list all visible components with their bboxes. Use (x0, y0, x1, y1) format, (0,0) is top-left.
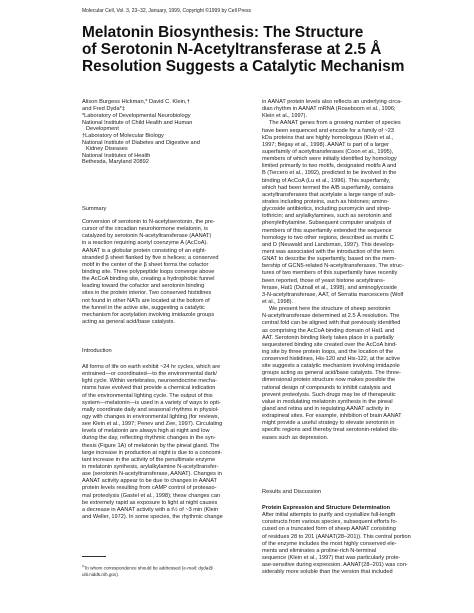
text-line: conserved histidines, His-120 and His-122, at the active (262, 356, 401, 363)
summary-heading: Summary (82, 206, 107, 212)
text-line: ase-sensitive during expression. AANAT(28–201) was con- (262, 562, 408, 569)
text-line: see Klein et al., 1997; Penev and Zee, 1997). Circulating (82, 421, 223, 428)
text-line: in AANAT protein levels also reflects an underlying circa- (262, 99, 403, 105)
correspondence-footnote (82, 563, 252, 578)
text-line: during the day, reflecting rhythmic changes in the syn- (82, 435, 216, 442)
text-line: motif in the center of the β sheet forms the cofactor (82, 261, 209, 268)
text-line: leading toward the cofactor and serotonin binding (82, 283, 205, 290)
text-line: AANAT is a globular protein consisting of an eight- (82, 247, 207, 254)
text-line: members of which were initially identified by homology (262, 156, 397, 163)
text-line: as comprising the AcCoA binding domain of Hat1 and (262, 327, 395, 334)
text-line: AANAT activity appear to be due to changes in AANAT (82, 478, 217, 485)
text-line: dimensional protein structure now makes possible the (262, 377, 396, 384)
text-line: B (Tercero et al., 1992), predicted to be involved in the (262, 170, 397, 177)
text-line: 3-N-acetyltransferase, AAT, of Serratia marcescens (Wolf (262, 291, 404, 298)
footnote-line (82, 563, 252, 572)
text-line: members of this superfamily extended the sequence (262, 227, 392, 234)
introduction-paragraph (82, 364, 252, 521)
results-heading: Results and Discussion (262, 489, 322, 495)
text-line: ase (serotonin N-acetyltransferase, AANAT). Changes in (82, 471, 222, 478)
text-line: acetyltransferases that acetylate a large range of sub- (262, 191, 396, 198)
text-line: of the environmental lighting cycle. The output of this (82, 392, 213, 399)
left-column (82, 99, 252, 166)
text-line: glycoside antibiotics, including puromycin and strep- (262, 206, 392, 213)
text-line: site suggests a catalytic mechanism involving imidazole (262, 363, 400, 370)
text-line: sequestered binding site created over the AcCoA bind- (262, 341, 397, 348)
text-line: in a reaction requiring acetyl coenzyme A (AcCoA). (82, 240, 208, 247)
text-line: cused on a truncated form of sheep AANAT consisting (262, 526, 396, 533)
text-line: acting as general acid/base catalysts. (82, 318, 175, 325)
text-line: the funnel in the active site, suggesting a catalytic (82, 304, 205, 311)
text-line: ment was associated with the introduction of the term (262, 248, 394, 255)
summary-paragraph (82, 219, 252, 326)
text-line: constructs from various species, subsequent efforts fo- (262, 519, 398, 526)
text-line: system—melatonin—is used in a variety of ways to opti- (82, 399, 221, 406)
text-line: in melatonin synthesis, arylalkylamine N-acetyltransfer- (82, 463, 219, 470)
affiliation-line: National Institute of Child Health and Human (82, 119, 193, 126)
text-line: Klein et al., 1997). (262, 113, 308, 120)
text-line: dian rhythm in AANAT mRNA (Roseboom et al., 1996; (262, 106, 396, 113)
text-line: binding site. Three polypeptide loops converge above (82, 268, 215, 275)
text-line: been reported, those of yeast histone acetyltrans- (262, 277, 385, 284)
affiliation-line: National Institutes of Health (82, 152, 151, 159)
text-line: of residues 28 to 201 (AANAT(28–201)). This central portion (262, 533, 411, 540)
introduction-body (82, 364, 252, 521)
text-line: catalyzed by serotonin N-acetyltransferase (AANAT) (82, 233, 212, 240)
introduction-section (82, 348, 252, 354)
text-line: 1997; Bégay et al., 1998). AANAT is part of a larger (262, 141, 389, 148)
text-line: Conversion of serotonin to N-acetylserotonin, the pre- (82, 219, 215, 225)
title-line: Melatonin Biosynthesis: The Structure (82, 24, 364, 41)
text-line: ing site by three protein loops, and the location of the (262, 348, 394, 355)
text-line: superfamily of acetyltransferases (Coon et al., 1995), (262, 148, 394, 155)
text-line: mally coordinate daily and seasonal rhythms in physiol- (82, 406, 219, 413)
text-line: rational design of compounds to inhibit catalysis and (262, 384, 392, 391)
results-section (262, 489, 432, 495)
text-line: ferase, Hat1 (Dutnall et al., 1998), and aminoglycoside (262, 284, 397, 291)
affiliation-line: †Laboratory of Molecular Biology (82, 132, 164, 139)
text-line: might provide a useful strategy to elevate serotonin in (262, 420, 395, 427)
text-line: strates including proteins, such as histones; amino- (262, 198, 389, 205)
text-line: mechanism for acetylation involving imidazole groups (82, 311, 215, 318)
text-line: extrapineal sites. For example, inhibition of brain AANAT (262, 413, 402, 420)
results-body (262, 505, 432, 576)
text-line: light cycle. Within vertebrates, neuroendocrine mecha- (82, 378, 217, 385)
text-line: sequence (Klein et al., 1997) that was particularly prote- (262, 554, 401, 561)
text-line: GNAT to describe the superfamily, based on the mem- (262, 256, 397, 263)
text-line: binding of AcCoA (Lu et al., 1996). This superfamily, (262, 177, 391, 184)
text-line: and D (Neuwald and Landsman, 1997). This develop- (262, 241, 395, 248)
running-head: Molecular Cell, Vol. 3, 23–32, January, 1999, Copyright ©1999 by Cell Press (82, 8, 251, 14)
text-line: AAT. Serotonin binding likely takes place in a partially (262, 334, 394, 341)
text-line: and Weller, 1972). In some species, the rhythmic change (82, 513, 223, 520)
text-line: mal proteolysis (Gastel et al., 1998); these changes can (82, 492, 221, 499)
text-line: value in modulating melatonin synthesis in the pineal (262, 398, 393, 405)
text-line: gland and retina and in regulating AANAT activity in (262, 406, 389, 413)
text-line: tures of two members of this superfamily have recently (262, 270, 398, 277)
affiliation-line: *Laboratory of Developmental Neurobiology (82, 113, 191, 120)
text-line: the AcCoA binding site, creating a hydrophobic funnel (82, 276, 215, 283)
affiliation-line: National Institute of Diabetes and Digestive and (82, 139, 200, 146)
text-line: groups acting as general acid/base catalysts. The three- (262, 370, 401, 377)
text-line: We present here the structure of sheep serotonin (269, 306, 391, 313)
text-line: protein levels resulting from cAMP control of proteaso- (82, 485, 217, 492)
affiliation-line: Bethesda, Maryland 20892 (82, 159, 149, 166)
text-line: thesis (Figure 1A) of melatonin by the pineal gland. The (82, 442, 220, 449)
right-column (262, 99, 432, 442)
author-line: Alison Burgess Hickman,* David C. Klein,† (82, 99, 190, 105)
text-line: All forms of life on earth exhibit ~24 hr cycles, which are (82, 364, 221, 370)
article-title (82, 24, 462, 76)
text-line: homology to two other regions, described as motifs C (262, 234, 394, 241)
footnote-text: To whom correspondence should be addressed (e-mail: dyda@ (84, 565, 214, 571)
text-line: limited primarily to two motifs, designated motifs A and (262, 163, 397, 170)
text-line: stranded β sheet flanked by five α helices; a conserved (82, 254, 219, 261)
paragraph (262, 99, 432, 120)
summary-section (82, 206, 252, 212)
text-line: N-acetyltransferase determined at 2.5 Å resolution. The (262, 313, 400, 320)
text-line: not found in other NATs are located at the bottom of (82, 297, 210, 304)
subsection-heading: Protein Expression and Structure Determination (262, 505, 391, 511)
footnote-mark: ‡ (82, 564, 84, 568)
text-line: tant increase in the activity of the penultimate enzyme (82, 456, 216, 463)
text-line: entrained—or coordinated—to the environmental dark/ (82, 371, 217, 378)
paragraph (262, 512, 432, 576)
affiliation-line: Development (86, 126, 119, 133)
affiliations (82, 113, 252, 166)
footnote-rule (82, 556, 106, 557)
summary-body (82, 219, 252, 326)
text-line: ments and eliminates a proline-rich N-terminal (262, 547, 377, 554)
text-line: large increase in production at night is due to a concomi- (82, 449, 223, 456)
text-line: tothricin; and arylalkylamines, such as serotonin and (262, 213, 392, 220)
text-line: et al., 1998). (262, 298, 294, 305)
text-line: have been sequenced and encode for a family of ~23 (262, 127, 395, 134)
text-line: After initial attempts to purify and crystallize full-length (262, 512, 396, 519)
text-line: bership of GCN5-related N-acetyltransferases. The struc- (262, 263, 404, 270)
paragraph (262, 306, 432, 442)
text-line: nisms have evolved that provide a chemical indication (82, 385, 216, 392)
text-line: sites in the protein interior. Two conserved histidines (82, 290, 212, 297)
text-line: kDa proteins that are highly homologous (Klein et al., (262, 134, 394, 141)
text-line: central fold can be aligned with that previously identified (262, 320, 401, 327)
text-line: of the enzyme includes the most highly conserved ele- (262, 540, 397, 547)
title-line: of Serotonin N-Acetyltransferase at 2.5 Å (82, 41, 382, 59)
affiliation-line: Kidney Diseases (86, 146, 128, 153)
text-line: specific regions and thereby treat serotonin-related dis- (262, 427, 399, 434)
title-line: Resolution Suggests a Catalytic Mechanism (82, 58, 405, 76)
text-line: levels of melatonin are always high at night and low (82, 428, 210, 435)
text-line: phenylethylamine. Subsequent computer analysis of (262, 220, 392, 227)
introduction-heading: Introduction (82, 348, 112, 354)
text-line: cursor of the circadian neurohormone melatonin, is (82, 226, 208, 233)
author-line: and Fred Dyda*‡ (82, 106, 125, 113)
text-line: siderably more soluble than the version that included (262, 569, 393, 576)
author-list (82, 99, 252, 113)
text-line: which had been termed the A/B superfamily, contains (262, 184, 394, 191)
text-line: ogy with changes in environmental lighting (for reviews, (82, 413, 220, 420)
text-line: The AANAT genes from a growing number of species (269, 120, 401, 127)
text-line: prevent proteolysis. Such drugs may be of therapeutic (262, 391, 396, 398)
text-line: be extremely rapid as exposure to light at night causes (82, 499, 218, 506)
footnote-line: ulti.niddk.nih.gov). (82, 571, 120, 577)
text-line: a decrease in AANAT activity with a t½ of ~3 min (Klein (82, 506, 219, 513)
text-line: eases such as depression. (262, 434, 329, 441)
paragraph (262, 120, 432, 306)
